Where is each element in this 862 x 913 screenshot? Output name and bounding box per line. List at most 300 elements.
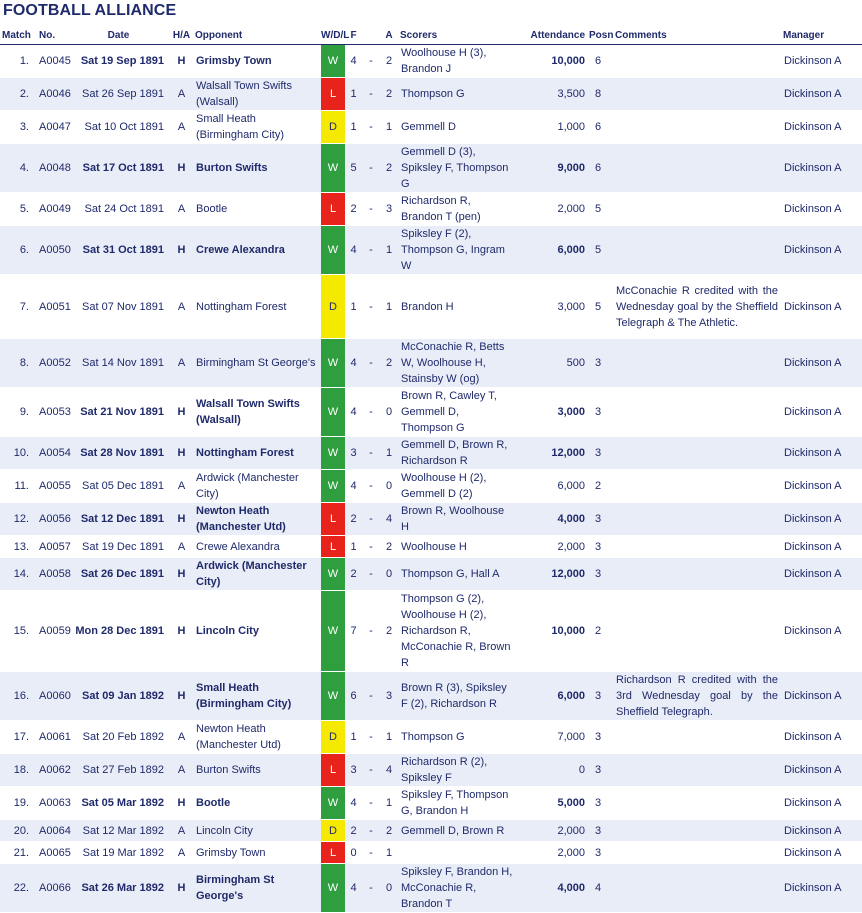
opponent: Bootle [193,193,321,226]
goals-against: 0 [380,388,398,437]
goals-against: 1 [380,111,398,144]
match-id: A0059 [33,591,71,672]
table-row [0,672,862,721]
goals-against: 2 [380,339,398,388]
league-position: 4 [589,864,613,913]
comments [613,721,781,754]
home-away: A [170,470,193,503]
match-id: A0048 [33,144,71,193]
comments [613,470,781,503]
comments [613,339,781,388]
league-position: 5 [589,193,613,226]
attendance: 2,000 [516,536,589,558]
goals-for: 1 [345,721,362,754]
opponent: Nottingham Forest [193,437,321,470]
header-attendance: Attendance [516,27,589,45]
goals-against: 4 [380,754,398,787]
score-separator: - [362,226,380,275]
match-date: Sat 24 Oct 1891 [71,193,170,226]
manager: Dickinson A [781,193,862,226]
table-row [0,78,862,111]
match-number: 20. [0,820,33,842]
match-number: 1. [0,45,33,78]
result-badge: W [321,470,345,503]
home-away: A [170,193,193,226]
manager: Dickinson A [781,45,862,78]
match-number: 12. [0,503,33,536]
goals-against: 2 [380,591,398,672]
match-date: Sat 12 Mar 1892 [71,820,170,842]
goals-for: 4 [345,388,362,437]
goals-against: 1 [380,226,398,275]
table-row [0,787,862,820]
attendance: 2,000 [516,842,589,864]
attendance: 12,000 [516,558,589,591]
scorers: Woolhouse H [398,536,516,558]
goals-against: 0 [380,864,398,913]
match-id: A0055 [33,470,71,503]
header-comments: Comments [613,27,781,45]
result-badge: L [321,754,345,787]
home-away: A [170,536,193,558]
home-away: A [170,820,193,842]
score-separator: - [362,536,380,558]
attendance: 10,000 [516,45,589,78]
result-badge: D [321,111,345,144]
score-separator: - [362,78,380,111]
manager: Dickinson A [781,144,862,193]
match-id: A0054 [33,437,71,470]
comments [613,864,781,913]
match-date: Sat 19 Mar 1892 [71,842,170,864]
score-separator: - [362,672,380,721]
league-position: 3 [589,536,613,558]
result-badge: D [321,721,345,754]
table-row [0,470,862,503]
goals-for: 1 [345,536,362,558]
manager: Dickinson A [781,787,862,820]
match-number: 17. [0,721,33,754]
table-row [0,111,862,144]
goals-against: 0 [380,558,398,591]
opponent: Crewe Alexandra [193,536,321,558]
match-number: 19. [0,787,33,820]
goals-for: 1 [345,78,362,111]
comments [613,388,781,437]
manager: Dickinson A [781,591,862,672]
league-position: 3 [589,787,613,820]
result-badge: W [321,672,345,721]
table-row [0,536,862,558]
manager: Dickinson A [781,721,862,754]
goals-against: 2 [380,536,398,558]
opponent: Lincoln City [193,591,321,672]
result-badge: W [321,226,345,275]
match-date: Sat 10 Oct 1891 [71,111,170,144]
score-separator: - [362,193,380,226]
scorers: Richardson R, Brandon T (pen) [398,193,516,226]
manager: Dickinson A [781,275,862,339]
opponent: Ardwick (Manchester City) [193,470,321,503]
match-id: A0057 [33,536,71,558]
match-id: A0066 [33,864,71,913]
attendance: 2,000 [516,193,589,226]
match-number: 5. [0,193,33,226]
match-number: 16. [0,672,33,721]
comments [613,193,781,226]
table-row [0,591,862,672]
comments: Richardson R credited with the 3rd Wednesday goal by the Sheffield Telegraph. [613,672,781,721]
scorers: Brown R, Cawley T, Gemmell D, Thompson G [398,388,516,437]
opponent: Birmingham St George's [193,339,321,388]
manager: Dickinson A [781,754,862,787]
goals-for: 0 [345,842,362,864]
opponent: Walsall Town Swifts (Walsall) [193,388,321,437]
match-date: Sat 20 Feb 1892 [71,721,170,754]
result-badge: W [321,437,345,470]
comments [613,591,781,672]
opponent: Crewe Alexandra [193,226,321,275]
goals-for: 2 [345,558,362,591]
goals-for: 2 [345,503,362,536]
goals-for: 3 [345,437,362,470]
match-date: Sat 26 Dec 1891 [71,558,170,591]
comments [613,78,781,111]
goals-against: 1 [380,275,398,339]
match-number: 13. [0,536,33,558]
score-separator: - [362,591,380,672]
goals-against: 1 [380,437,398,470]
home-away: H [170,503,193,536]
opponent: Burton Swifts [193,754,321,787]
league-position: 3 [589,437,613,470]
score-separator: - [362,842,380,864]
match-number: 3. [0,111,33,144]
comments [613,111,781,144]
score-separator: - [362,503,380,536]
table-row [0,193,862,226]
league-position: 6 [589,111,613,144]
match-number: 6. [0,226,33,275]
score-separator: - [362,558,380,591]
attendance: 5,000 [516,787,589,820]
home-away: H [170,787,193,820]
match-number: 18. [0,754,33,787]
table-row [0,558,862,591]
score-separator: - [362,144,380,193]
attendance: 6,000 [516,470,589,503]
comments [613,45,781,78]
scorers: Thompson G [398,78,516,111]
manager: Dickinson A [781,503,862,536]
score-separator: - [362,275,380,339]
manager: Dickinson A [781,388,862,437]
header-manager: Manager [781,27,862,45]
score-separator: - [362,388,380,437]
goals-for: 2 [345,820,362,842]
opponent: Birmingham St George's [193,864,321,913]
header-a: A [380,27,398,45]
home-away: A [170,78,193,111]
home-away: A [170,275,193,339]
opponent: Bootle [193,787,321,820]
home-away: H [170,437,193,470]
match-id: A0052 [33,339,71,388]
match-number: 4. [0,144,33,193]
result-badge: W [321,591,345,672]
league-position: 6 [589,45,613,78]
league-position: 3 [589,672,613,721]
goals-for: 4 [345,339,362,388]
comments [613,144,781,193]
attendance: 9,000 [516,144,589,193]
manager: Dickinson A [781,558,862,591]
manager: Dickinson A [781,226,862,275]
result-badge: W [321,558,345,591]
home-away: H [170,591,193,672]
opponent: Grimsby Town [193,842,321,864]
match-number: 11. [0,470,33,503]
attendance: 500 [516,339,589,388]
scorers: Thompson G (2), Woolhouse H (2), Richardson R, McConachie R, Brown R [398,591,516,672]
league-position: 5 [589,275,613,339]
header-ha: H/A [170,27,193,45]
scorers: Woolhouse H (2), Gemmell D (2) [398,470,516,503]
attendance: 2,000 [516,820,589,842]
goals-for: 4 [345,226,362,275]
match-number: 9. [0,388,33,437]
header-result: W/D/L [321,27,345,45]
comments [613,558,781,591]
score-separator: - [362,787,380,820]
attendance: 4,000 [516,503,589,536]
opponent: Newton Heath (Manchester Utd) [193,503,321,536]
match-date: Sat 17 Oct 1891 [71,144,170,193]
match-id: A0050 [33,226,71,275]
match-number: 22. [0,864,33,913]
score-separator: - [362,45,380,78]
match-id: A0051 [33,275,71,339]
scorers: Gemmell D [398,111,516,144]
score-separator: - [362,820,380,842]
match-date: Sat 07 Nov 1891 [71,275,170,339]
opponent: Newton Heath (Manchester Utd) [193,721,321,754]
opponent: Lincoln City [193,820,321,842]
league-position: 5 [589,226,613,275]
table-row [0,754,862,787]
opponent: Nottingham Forest [193,275,321,339]
manager: Dickinson A [781,470,862,503]
home-away: H [170,558,193,591]
result-badge: W [321,388,345,437]
goals-for: 4 [345,864,362,913]
table-row [0,275,862,339]
scorers: Spiksley F, Brandon H, McConachie R, Brandon T [398,864,516,913]
opponent: Grimsby Town [193,45,321,78]
attendance: 6,000 [516,226,589,275]
comments: McConachie R credited with the Wednesday goal by the Sheffield Telegraph & The Athletic. [613,275,781,339]
result-badge: W [321,339,345,388]
league-position: 3 [589,503,613,536]
manager: Dickinson A [781,437,862,470]
result-badge: L [321,842,345,864]
comments [613,754,781,787]
match-id: A0049 [33,193,71,226]
scorers: Spiksley F, Thompson G, Brandon H [398,787,516,820]
scorers: Thompson G [398,721,516,754]
scorers: Brown R (3), Spiksley F (2), Richardson R [398,672,516,721]
score-separator: - [362,339,380,388]
home-away: A [170,721,193,754]
manager: Dickinson A [781,536,862,558]
match-date: Sat 28 Nov 1891 [71,437,170,470]
table-row [0,864,862,913]
result-badge: W [321,787,345,820]
score-separator: - [362,111,380,144]
goals-for: 5 [345,144,362,193]
comments [613,226,781,275]
header-gap [362,27,380,45]
match-number: 2. [0,78,33,111]
comments [613,842,781,864]
league-position: 3 [589,721,613,754]
score-separator: - [362,470,380,503]
match-number: 14. [0,558,33,591]
match-date: Sat 26 Sep 1891 [71,78,170,111]
manager: Dickinson A [781,864,862,913]
result-badge: L [321,503,345,536]
match-date: Sat 31 Oct 1891 [71,226,170,275]
goals-for: 2 [345,193,362,226]
match-date: Sat 21 Nov 1891 [71,388,170,437]
scorers: Brown R, Woolhouse H [398,503,516,536]
result-badge: W [321,864,345,913]
result-badge: L [321,536,345,558]
goals-for: 3 [345,754,362,787]
home-away: A [170,111,193,144]
attendance: 3,000 [516,275,589,339]
result-badge: W [321,144,345,193]
scorers: Gemmell D, Brown R [398,820,516,842]
match-id: A0058 [33,558,71,591]
scorers: Woolhouse H (3), Brandon J [398,45,516,78]
goals-against: 4 [380,503,398,536]
result-badge: D [321,275,345,339]
match-id: A0045 [33,45,71,78]
header-opponent: Opponent [193,27,321,45]
goals-against: 2 [380,45,398,78]
league-position: 2 [589,470,613,503]
match-number: 21. [0,842,33,864]
match-id: A0065 [33,842,71,864]
header-f: F [345,27,362,45]
table-row [0,339,862,388]
match-id: A0046 [33,78,71,111]
table-row [0,226,862,275]
comments [613,503,781,536]
attendance: 6,000 [516,672,589,721]
goals-for: 1 [345,275,362,339]
header-row [0,27,862,45]
result-badge: L [321,78,345,111]
result-badge: W [321,45,345,78]
manager: Dickinson A [781,78,862,111]
goals-for: 4 [345,45,362,78]
table-row [0,144,862,193]
match-date: Sat 27 Feb 1892 [71,754,170,787]
attendance: 1,000 [516,111,589,144]
match-id: A0053 [33,388,71,437]
match-date: Sat 09 Jan 1892 [71,672,170,721]
result-badge: D [321,820,345,842]
attendance: 0 [516,754,589,787]
match-id: A0047 [33,111,71,144]
scorers: Thompson G, Hall A [398,558,516,591]
result-badge: L [321,193,345,226]
goals-for: 4 [345,787,362,820]
opponent: Ardwick (Manchester City) [193,558,321,591]
opponent: Small Heath (Birmingham City) [193,672,321,721]
manager: Dickinson A [781,111,862,144]
goals-against: 1 [380,787,398,820]
scorers: McConachie R, Betts W, Woolhouse H, Stainsby W (og) [398,339,516,388]
scorers: Gemmell D, Brown R, Richardson R [398,437,516,470]
match-id: A0062 [33,754,71,787]
goals-against: 1 [380,842,398,864]
goals-against: 2 [380,144,398,193]
match-number: 7. [0,275,33,339]
league-position: 3 [589,842,613,864]
match-date: Mon 28 Dec 1891 [71,591,170,672]
scorers: Gemmell D (3), Spiksley F, Thompson G [398,144,516,193]
league-position: 3 [589,558,613,591]
table-row [0,842,862,864]
match-id: A0060 [33,672,71,721]
comments [613,820,781,842]
goals-for: 6 [345,672,362,721]
home-away: H [170,672,193,721]
table-row [0,503,862,536]
comments [613,437,781,470]
goals-against: 1 [380,721,398,754]
home-away: H [170,388,193,437]
scorers: Spiksley F (2), Thompson G, Ingram W [398,226,516,275]
table-row [0,388,862,437]
manager: Dickinson A [781,339,862,388]
league-position: 3 [589,820,613,842]
manager: Dickinson A [781,672,862,721]
match-date: Sat 05 Mar 1892 [71,787,170,820]
score-separator: - [362,437,380,470]
comments [613,787,781,820]
home-away: H [170,864,193,913]
table-row [0,437,862,470]
match-date: Sat 19 Sep 1891 [71,45,170,78]
manager: Dickinson A [781,842,862,864]
header-no: No. [33,27,71,45]
attendance: 12,000 [516,437,589,470]
home-away: A [170,754,193,787]
match-date: Sat 19 Dec 1891 [71,536,170,558]
home-away: H [170,45,193,78]
match-number: 10. [0,437,33,470]
goals-for: 1 [345,111,362,144]
league-position: 2 [589,591,613,672]
home-away: H [170,226,193,275]
league-position: 3 [589,754,613,787]
opponent: Walsall Town Swifts (Walsall) [193,78,321,111]
header-posn: Posn [589,27,613,45]
